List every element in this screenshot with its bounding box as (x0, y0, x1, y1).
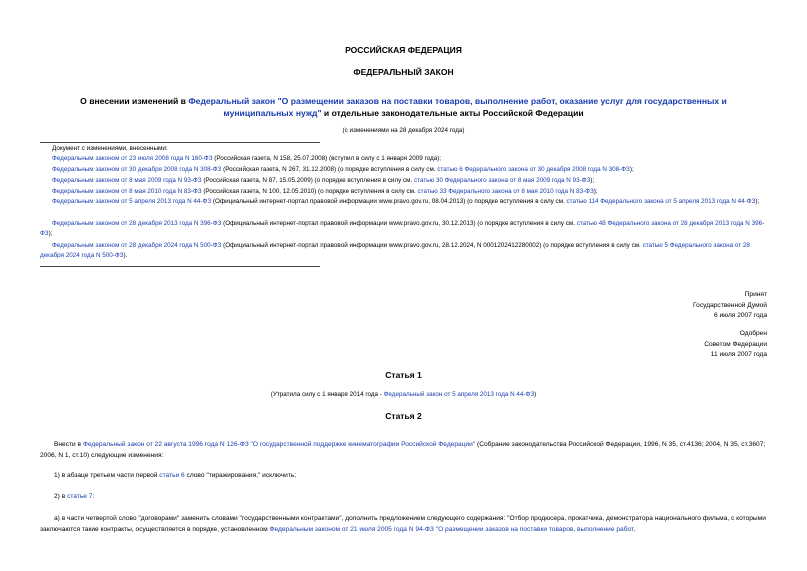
amendment-law-link[interactable]: Федеральным законом от 28 декабря 2013 года N 396-ФЗ (52, 220, 222, 227)
amendment-item: Федеральным законом от 8 мая 2010 года N 83-ФЗ (Российская газета, N 100, 12.05.2010) (о порядке вступления в силу см. статью 33 Федерального закона от 8 мая 2010 года N 83-ФЗ); (52, 188, 598, 195)
article2-item-1: 1) в абзаце третьем части первой статьи 6 слово "тиражирования," исключить; (54, 472, 297, 479)
article6-link[interactable]: статьи 6 (159, 472, 185, 479)
law-type-heading: ФЕДЕРАЛЬНЫЙ ЗАКОН (353, 67, 454, 77)
document-title: О внесении изменений в Федеральный закон "О размещении заказов на поставки товаров, выполнение работ, оказание услуг для государственных и муниципальных нужд" и отдельные законодательные акты Российской Федерации (80, 96, 727, 118)
amendment-law-link[interactable]: Федеральным законом от 28 декабря 2024 года N 500-ФЗ (52, 242, 222, 249)
amendment-item: Федеральным законом от 28 декабря 2024 года N 500-ФЗ (Официальный интернет-портал правовой информации www.pravo.gov.ru, 28.12.2024, N 0001202412280002) (о порядке вступления в силу см. статью 5 Федерального закона от 28 декабря 2024 года N 500-ФЗ). (40, 242, 750, 259)
amendment-article-link[interactable]: статью 5 Федерального закона от 28 декабря 2024 года N 500-ФЗ (40, 242, 750, 259)
amendment-item: Федеральным законом от 28 декабря 2013 года N 396-ФЗ (Официальный интернет-портал правовой информации www.pravo.gov.ru, 30.12.2013) (о порядке вступления в силу см. статью 48 Федерального закона от 28 декабря 2013 года N 396-ФЗ); (40, 220, 765, 237)
country-heading: РОССИЙСКАЯ ФЕДЕРАЦИЯ (345, 45, 462, 55)
article2-heading: Статья 2 (385, 411, 422, 421)
article1-heading: Статья 1 (385, 370, 422, 380)
article1-text: (Утратила силу с 1 января 2014 года - Федеральный закон от 5 апреля 2013 года N 44-ФЗ) (270, 391, 537, 398)
amendment-item: Федеральным законом от 30 декабря 2008 года N 308-ФЗ (Российская газета, N 267, 31.12.2008) (о порядке вступления в силу см. статью 6 Федерального закона от 30 декабря 2008 года N 308-ФЗ); (52, 166, 634, 173)
law-94fz-link[interactable]: Федеральным законом от 21 июля 2005 года N 94-ФЗ "О размещении заказов на поставки товаров, выполнение работ, (269, 525, 636, 533)
amendment-article-link[interactable]: статью 6 Федерального закона от 30 декабря 2008 года N 308-ФЗ (437, 166, 630, 173)
amendment-law-link[interactable]: Федеральным законом от 8 мая 2009 года N 93-ФЗ (52, 177, 202, 184)
amendment-law-link[interactable]: Федеральным законом от 5 апреля 2013 года N 44-ФЗ (52, 198, 212, 205)
revision-note: (с изменениями на 28 декабря 2024 года) (342, 127, 465, 134)
duma-adoption: Принят Государственной Думой 6 июля 2007 года (693, 291, 767, 319)
amendment-item: Федеральным законом от 8 мая 2009 года N 93-ФЗ (Российская газета, N 87, 15.05.2009) (о порядке вступления в силу см. статью 30 Федерального закона от 8 мая 2009 года N 93-ФЗ); (52, 177, 595, 184)
amendment-article-link[interactable]: статью 48 Федерального закона от 28 декабря 2013 года N 396-ФЗ (40, 220, 765, 237)
amendment-law-link[interactable]: Федеральным законом от 8 мая 2010 года N 83-ФЗ (52, 188, 202, 195)
amendment-article-link[interactable]: статью 30 Федерального закона от 8 мая 2009 года N 93-ФЗ (414, 177, 591, 184)
amendments-intro: Документ с изменениями, внесенными: (52, 145, 168, 152)
bottom-divider (40, 266, 320, 267)
title-law-link[interactable]: Федеральный закон "О размещении заказов на поставки товаров, выполнение работ, оказание услуг для государственных и муниципальных нужд" (188, 96, 727, 118)
article2-item-2: 2) в статье 7: (54, 493, 95, 500)
top-divider (40, 142, 320, 143)
article2-item-2a: а) в части четвертой слово "договорами" заменить словами "государственными контрактами", дополнить предложением следующего содержания: "Отбор продюсера, прокатчика, демонстратора национального фильма, с которыми заключаются такие контракты, осуществляется в порядке, установленном Федеральным законом от 21 июля 2005 года N 94-ФЗ "О размещении заказов на поставки товаров, выполнение работ, (40, 515, 766, 533)
amendment-item: Федеральным законом от 23 июля 2008 года N 160-ФЗ (Российская газета, N 158, 25.07.2008) (вступил в силу с 1 января 2009 года); (52, 155, 442, 162)
article2-paragraph: Внести в Федеральный закон от 22 августа 1996 года N 126-ФЗ "О государственной поддержке кинематографии Российской Федерации" (Собрание законодательства Российской Федерации, 1996, N 35, ст.4136; 2004, N 35, ст.3607; 2006, N 1, ст.10) следующие изменения: (40, 441, 766, 459)
article7-link[interactable]: статье 7 (67, 493, 93, 500)
amendment-item: Федеральным законом от 5 апреля 2013 года N 44-ФЗ (Официальный интернет-портал правовой информации www.pravo.gov.ru, 08.04.2013) (о порядке вступления в силу см. статью 114 Федерального закона от 5 апреля 2013 года N 44-ФЗ); (52, 198, 760, 205)
amendment-law-link[interactable]: Федеральным законом от 30 декабря 2008 года N 308-ФЗ (52, 166, 222, 173)
article1-law-link[interactable]: Федеральный закон от 5 апреля 2013 года N 44-ФЗ (383, 391, 535, 398)
council-approval: Одобрен Советом Федерации 11 июля 2007 года (704, 330, 767, 358)
kinematography-law-link[interactable]: Федеральный закон от 22 августа 1996 года N 126-ФЗ "О государственной поддержке кинематографии Российской Федерации" (82, 441, 476, 448)
amendment-law-link[interactable]: Федеральным законом от 23 июля 2008 года N 160-ФЗ (52, 155, 213, 162)
amendment-article-link[interactable]: статью 114 Федерального закона от 5 апреля 2013 года N 44-ФЗ (566, 198, 756, 205)
amendment-article-link[interactable]: статью 33 Федерального закона от 8 мая 2010 года N 83-ФЗ (417, 188, 594, 195)
